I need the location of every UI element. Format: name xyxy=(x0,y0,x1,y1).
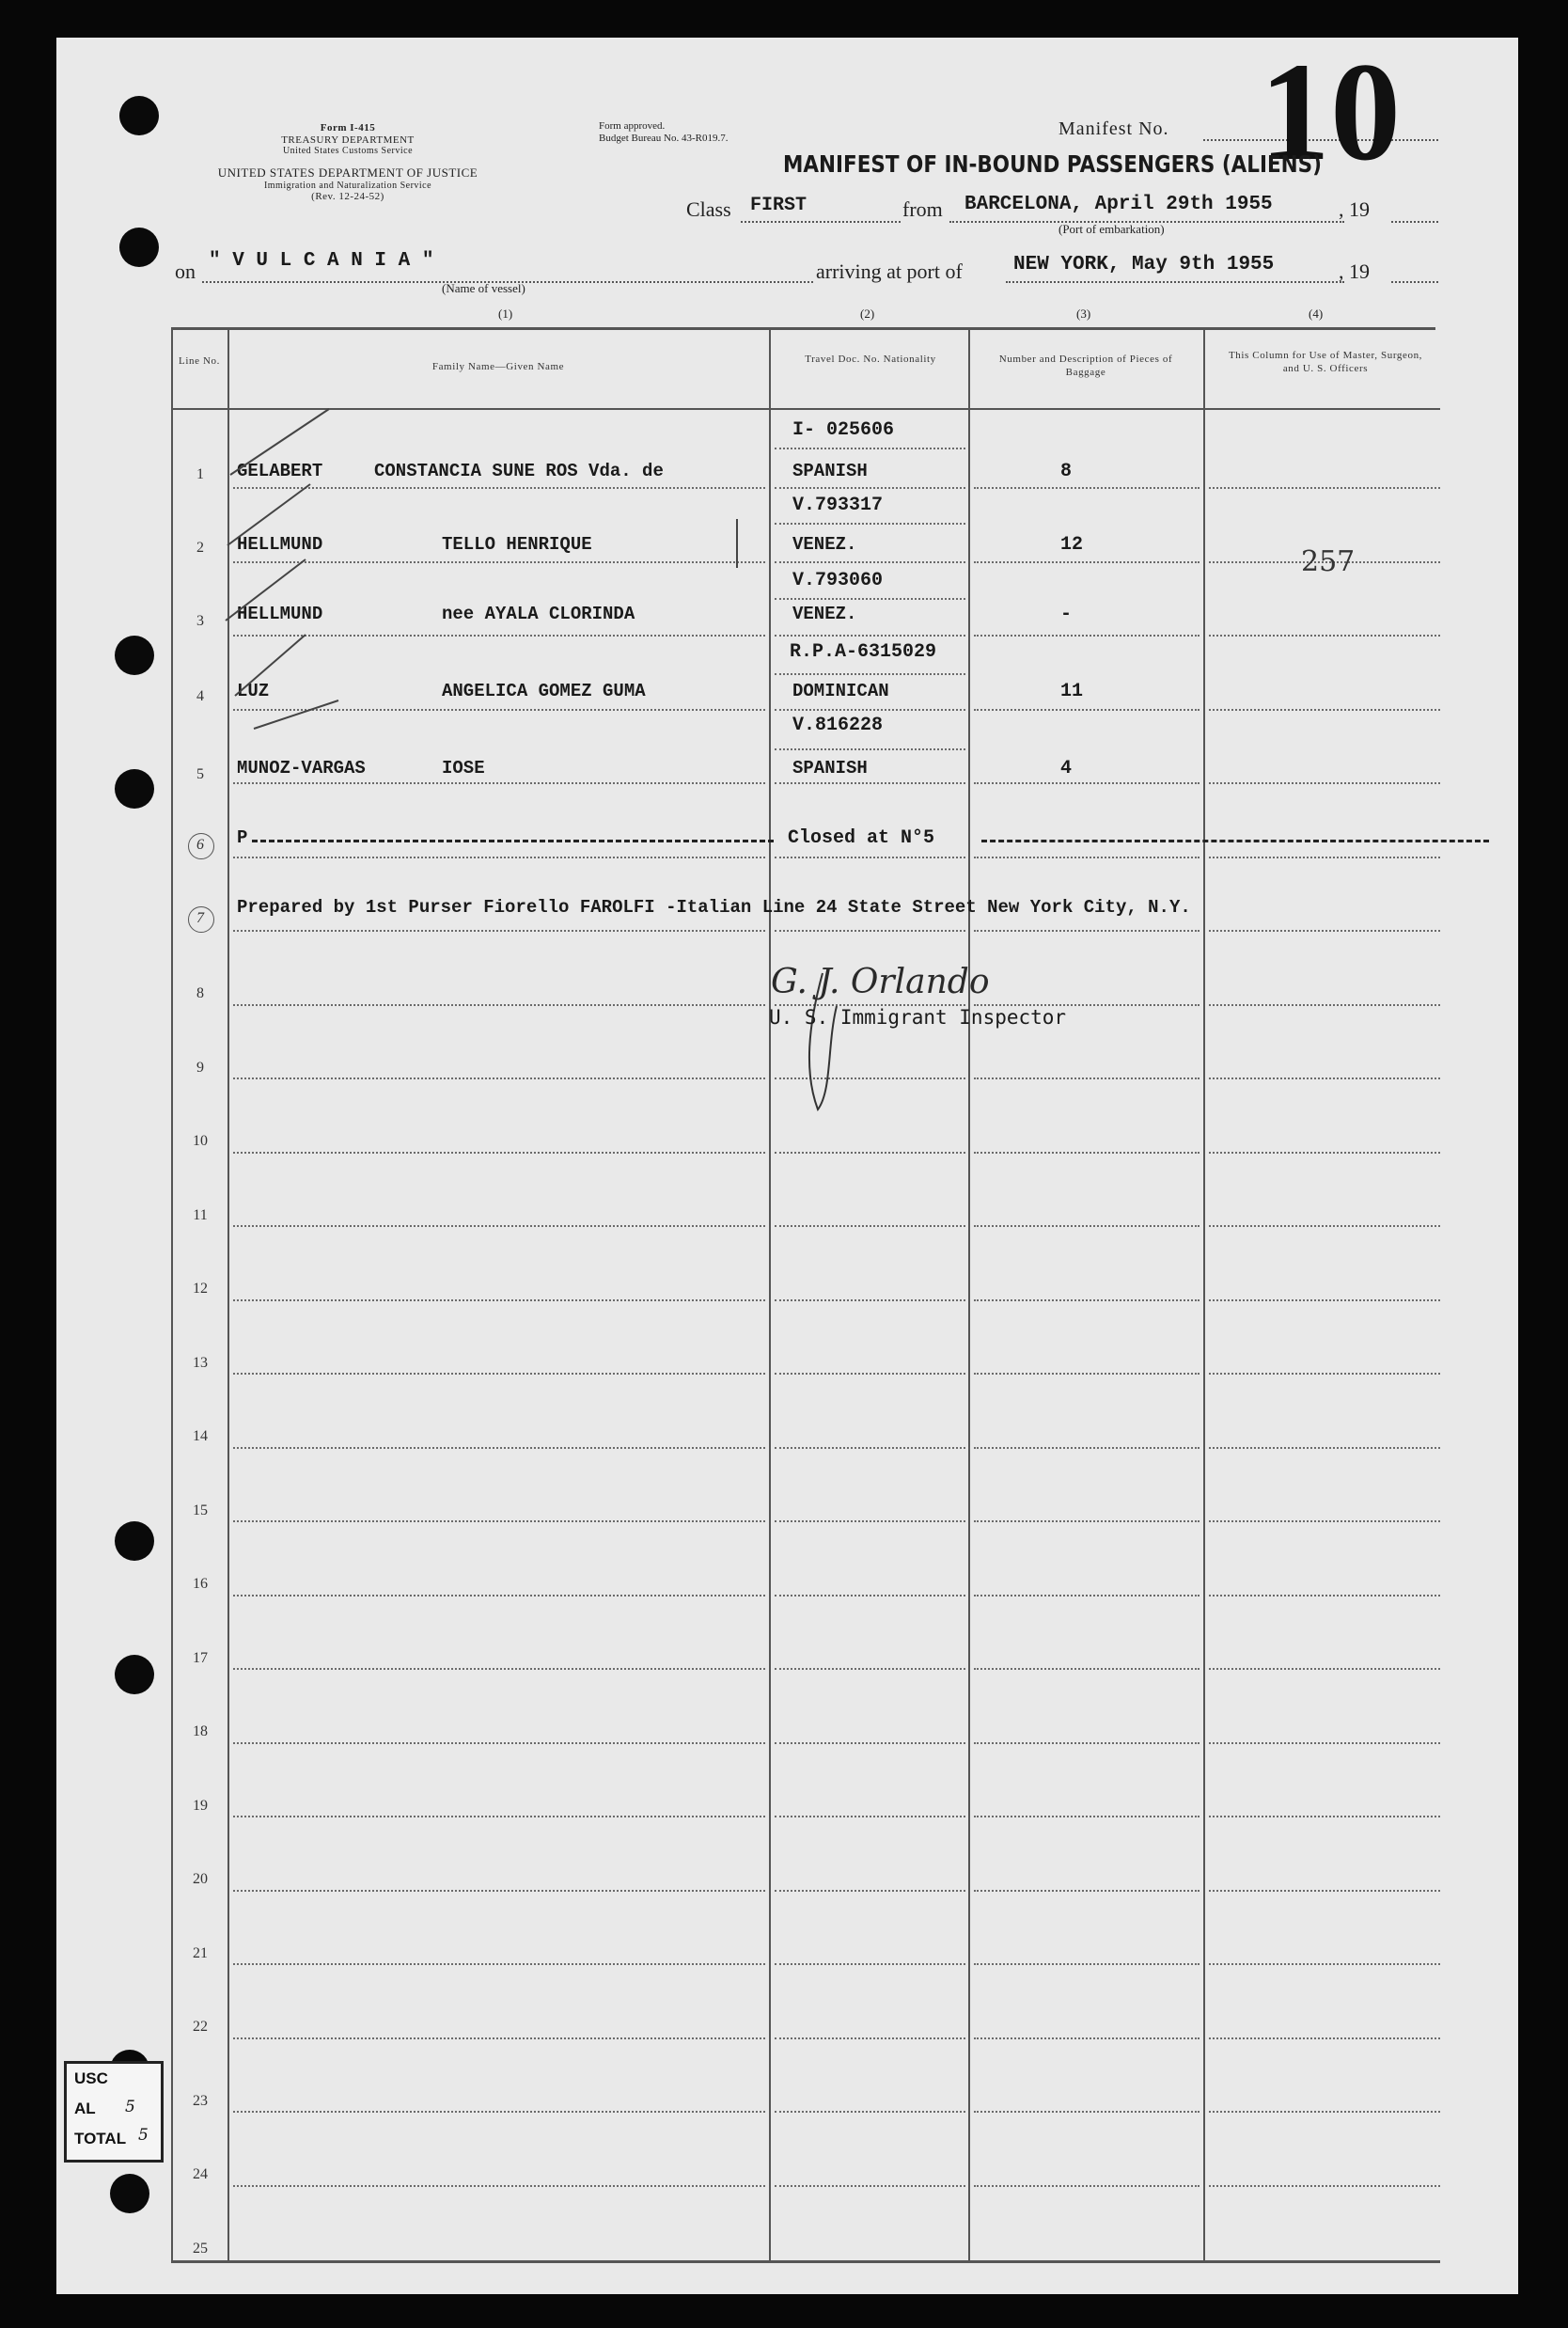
row-number: 13 xyxy=(193,1355,208,1371)
row-separator xyxy=(233,782,765,784)
inspector-caption: U. S. Immigrant Inspector xyxy=(769,1006,1067,1029)
row-number: 18 xyxy=(193,1723,208,1739)
vessel-label: (Name of vessel) xyxy=(442,281,525,295)
stamp-al-value: 5 xyxy=(125,2098,135,2116)
row-separator xyxy=(974,1225,1200,1227)
year-suffix: , 19 xyxy=(1339,260,1370,283)
row-number: 3 xyxy=(196,613,204,629)
row-separator xyxy=(775,2111,965,2113)
binder-hole xyxy=(115,769,154,809)
budget-bureau: Budget Bureau No. 43-R019.7. xyxy=(599,132,729,144)
row-number: 12 xyxy=(193,1281,208,1297)
row-number: 20 xyxy=(193,1871,208,1887)
row-separator xyxy=(775,635,965,637)
row-number: 14 xyxy=(193,1428,208,1444)
row-separator xyxy=(1209,487,1440,489)
row-separator xyxy=(775,523,965,525)
column-divider xyxy=(769,329,771,2262)
row-separator xyxy=(775,748,965,750)
passenger-given-name: TELLO HENRIQUE xyxy=(442,534,592,555)
column-number: (4) xyxy=(1309,307,1324,321)
row-number: 22 xyxy=(193,2019,208,2035)
row-separator xyxy=(974,2037,1200,2039)
department-of-justice: UNITED STATES DEPARTMENT OF JUSTICE xyxy=(217,165,478,180)
binder-hole xyxy=(115,636,154,675)
travel-doc-number: R.P.A-6315029 xyxy=(790,641,937,663)
baggage-count: - xyxy=(1060,604,1073,625)
row-separator xyxy=(974,561,1200,563)
binder-hole xyxy=(115,1655,154,1694)
row-separator xyxy=(974,1447,1200,1449)
column-number: (2) xyxy=(860,307,875,321)
row-separator xyxy=(974,635,1200,637)
row-separator xyxy=(974,487,1200,489)
row-separator xyxy=(775,1890,965,1892)
row-separator xyxy=(974,1520,1200,1522)
row-separator xyxy=(1209,1816,1440,1817)
row-separator xyxy=(233,1373,765,1375)
row-separator xyxy=(775,1816,965,1817)
row-separator xyxy=(974,857,1200,858)
row-separator xyxy=(233,1816,765,1817)
row-separator xyxy=(775,1742,965,1744)
row-separator xyxy=(233,2185,765,2187)
row-separator xyxy=(775,1520,965,1522)
binder-hole xyxy=(119,228,159,267)
row-separator xyxy=(974,1077,1200,1079)
row-separator xyxy=(974,1152,1200,1154)
column-header-officers: This Column for Use of Master, Surgeon, and U. S. Officers xyxy=(1228,350,1423,374)
row-separator xyxy=(775,1299,965,1301)
row-number: 11 xyxy=(193,1207,208,1223)
row-separator xyxy=(1209,1595,1440,1597)
row-separator xyxy=(233,2111,765,2113)
binder-hole xyxy=(115,1521,154,1561)
row6-lead: P xyxy=(237,827,248,848)
column-number: (3) xyxy=(1076,307,1091,321)
row-separator xyxy=(775,1373,965,1375)
row-separator xyxy=(1209,2185,1440,2187)
row-separator xyxy=(775,2185,965,2187)
travel-doc-number: I- 025606 xyxy=(792,419,895,441)
row-number: 5 xyxy=(196,766,204,782)
row-number: 24 xyxy=(193,2166,208,2182)
passenger-family-name: LUZ xyxy=(237,681,270,701)
form-approved: Form approved. xyxy=(599,120,666,132)
row-separator xyxy=(233,2037,765,2039)
passenger-family-name: GELABERT xyxy=(237,461,323,481)
class-label: Class xyxy=(686,197,731,221)
row-separator xyxy=(974,930,1200,932)
class-line xyxy=(741,221,901,223)
row-separator xyxy=(775,598,965,600)
row-separator xyxy=(775,487,965,489)
treasury-department: TREASURY DEPARTMENT xyxy=(281,134,415,146)
row-separator xyxy=(233,1152,765,1154)
column-divider xyxy=(968,329,970,2262)
column-header-baggage: Number and Description of Pieces of Baggage xyxy=(998,354,1173,378)
prepared-by-note: Prepared by 1st Purser Fiorello FAROLFI -Italian Line 24 State Street New York City, N.Y. xyxy=(237,897,1191,918)
row-separator xyxy=(775,857,965,858)
inspector-signature: G. J. Orlando xyxy=(771,963,990,1001)
row-separator xyxy=(775,2037,965,2039)
row-number: 2 xyxy=(196,540,204,556)
row-separator xyxy=(233,1004,765,1006)
row-separator xyxy=(233,1890,765,1892)
row-separator xyxy=(233,1225,765,1227)
row-number: 6 xyxy=(196,837,204,853)
row-separator xyxy=(1209,1447,1440,1449)
travel-doc-number: V.793060 xyxy=(792,570,884,591)
nationality: VENEZ. xyxy=(792,604,857,624)
travel-doc-number: V.816228 xyxy=(792,715,884,736)
row-separator xyxy=(1209,1890,1440,1892)
row-separator xyxy=(1209,1742,1440,1744)
row-separator xyxy=(1209,1668,1440,1670)
row-separator xyxy=(233,1595,765,1597)
row-separator xyxy=(775,930,965,932)
row-separator xyxy=(1209,635,1440,637)
row-number: 21 xyxy=(193,1945,208,1961)
row-separator xyxy=(233,1299,765,1301)
row-separator xyxy=(974,1668,1200,1670)
row-separator xyxy=(974,1373,1200,1375)
nationality: DOMINICAN xyxy=(792,681,889,701)
row-separator xyxy=(1209,2111,1440,2113)
row-number: 1 xyxy=(196,466,204,482)
row-separator xyxy=(1209,1963,1440,1965)
passenger-given-name: IOSE xyxy=(442,758,485,779)
check-mark xyxy=(235,635,306,696)
row-separator xyxy=(974,1963,1200,1965)
row-number: 16 xyxy=(193,1576,208,1592)
row-separator xyxy=(233,1742,765,1744)
baggage-count: 11 xyxy=(1060,681,1084,702)
row-separator xyxy=(1209,782,1440,784)
row-separator xyxy=(1209,857,1440,858)
year-line xyxy=(1391,221,1438,223)
row-separator xyxy=(974,1299,1200,1301)
row-separator xyxy=(775,1963,965,1965)
row-separator xyxy=(974,2111,1200,2113)
row-separator xyxy=(1209,1077,1440,1079)
ins-label: Immigration and Naturalization Service xyxy=(263,180,432,191)
row-separator xyxy=(1209,1152,1440,1154)
row-separator xyxy=(233,930,765,932)
stamp-total-value: 5 xyxy=(138,2126,149,2145)
row-separator xyxy=(233,1077,765,1079)
usc-stamp xyxy=(64,2061,164,2163)
row-separator xyxy=(1209,2037,1440,2039)
row-separator xyxy=(233,857,765,858)
year-line xyxy=(1391,281,1438,283)
passenger-family-name: HELLMUND xyxy=(237,534,323,555)
column-header-line-no: Line No. xyxy=(179,355,220,367)
check-marks xyxy=(216,395,498,752)
port-of-arrival: NEW YORK, May 9th 1955 xyxy=(1013,254,1275,275)
passenger-given-name: CONSTANCIA SUNE ROS Vda. de xyxy=(374,461,664,481)
travel-doc-number: V.793317 xyxy=(792,495,884,516)
row-separator xyxy=(1209,1004,1440,1006)
year-suffix: , 19 xyxy=(1339,197,1370,221)
row-separator xyxy=(775,448,965,449)
column-header-name: Family Name—Given Name xyxy=(431,361,565,372)
manifest-page xyxy=(56,34,1518,2294)
stamp-usc: USC xyxy=(74,2069,108,2087)
row-separator xyxy=(974,709,1200,711)
customs-service: United States Customs Service xyxy=(282,146,414,157)
column-header-travel-doc: Travel Doc. No. Nationality xyxy=(805,354,936,365)
manifest-no-value: 10 xyxy=(1260,34,1401,190)
closing-dash-line xyxy=(252,840,774,842)
class-value: FIRST xyxy=(750,195,808,216)
nationality: VENEZ. xyxy=(792,534,857,555)
passenger-family-name: HELLMUND xyxy=(237,604,323,624)
row-separator xyxy=(775,1447,965,1449)
vessel-name: " V U L C A N I A " xyxy=(209,250,434,272)
table-left-border xyxy=(171,327,173,2262)
passenger-family-name: MUNOZ-VARGAS xyxy=(237,758,366,779)
check-mark xyxy=(226,559,306,621)
table-bottom-border xyxy=(171,2260,1440,2263)
nationality: SPANISH xyxy=(792,758,868,779)
row-number: 15 xyxy=(193,1502,208,1518)
row-separator xyxy=(775,1152,965,1154)
row-separator xyxy=(1209,930,1440,932)
check-mark xyxy=(227,484,310,545)
check-mark xyxy=(230,409,329,475)
baggage-count: 8 xyxy=(1060,461,1073,482)
port-of-embarkation: BARCELONA, April 29th 1955 xyxy=(964,194,1273,215)
row-separator xyxy=(775,1668,965,1670)
row-number: 23 xyxy=(193,2093,208,2109)
on-label: on xyxy=(175,260,196,283)
row-separator xyxy=(974,1816,1200,1817)
arriving-line xyxy=(1006,281,1344,283)
baggage-count: 12 xyxy=(1060,534,1084,556)
stamp-al-label: AL xyxy=(74,2100,96,2117)
row-separator xyxy=(775,709,965,711)
row-separator xyxy=(775,782,965,784)
binder-hole xyxy=(119,96,159,135)
row-separator xyxy=(974,1890,1200,1892)
row-separator xyxy=(1209,709,1440,711)
row-separator xyxy=(974,2185,1200,2187)
row-separator xyxy=(233,1963,765,1965)
revision: (Rev. 12-24-52) xyxy=(311,191,384,203)
form-number: Form I-415 xyxy=(320,122,376,134)
row-separator xyxy=(775,1595,965,1597)
passenger-given-name: nee AYALA CLORINDA xyxy=(442,604,635,624)
row-separator xyxy=(775,561,965,563)
row-number: 10 xyxy=(193,1133,208,1149)
row-separator xyxy=(1209,1520,1440,1522)
row-separator xyxy=(1209,1299,1440,1301)
row-number: 19 xyxy=(193,1798,208,1814)
from-label: from xyxy=(902,197,943,221)
row-separator xyxy=(1209,1373,1440,1375)
column-divider xyxy=(1203,329,1205,2262)
row-separator xyxy=(974,1595,1200,1597)
row-number: 17 xyxy=(193,1650,208,1666)
row-separator xyxy=(974,782,1200,784)
row-separator xyxy=(233,1668,765,1670)
row-separator xyxy=(1209,1225,1440,1227)
row-separator xyxy=(233,1520,765,1522)
row-number: 7 xyxy=(196,910,204,926)
passenger-given-name: ANGELICA GOMEZ GUMA xyxy=(442,681,646,701)
arriving-label: arriving at port of xyxy=(816,260,963,283)
closed-at-note: Closed at N°5 xyxy=(788,827,935,849)
row-number: 8 xyxy=(196,985,204,1001)
row-separator xyxy=(233,1447,765,1449)
row-number: 4 xyxy=(196,688,204,704)
closing-dash-line xyxy=(981,840,1489,842)
approval-info xyxy=(599,120,728,144)
check-mark xyxy=(254,700,338,729)
column-number: (1) xyxy=(498,307,513,321)
port-of-embarkation-label: (Port of embarkation) xyxy=(1058,222,1165,236)
stamp-total-label: TOTAL xyxy=(74,2130,127,2147)
binder-hole xyxy=(110,2174,149,2213)
row-number: 9 xyxy=(196,1060,204,1076)
nationality: SPANISH xyxy=(792,461,868,481)
baggage-count: 4 xyxy=(1060,758,1073,779)
signature-flourish xyxy=(799,968,855,1119)
manifest-title: MANIFEST OF IN-BOUND PASSENGERS (ALIENS) xyxy=(783,150,1322,178)
row-number: 25 xyxy=(193,2241,208,2257)
officer-note: 257 xyxy=(1301,545,1356,578)
row-separator xyxy=(775,673,965,675)
form-info xyxy=(169,122,526,203)
row-separator xyxy=(974,1742,1200,1744)
manifest-no-label: Manifest No. xyxy=(1058,118,1169,139)
row-separator xyxy=(775,1225,965,1227)
hand-mark xyxy=(736,519,738,568)
table-top-border xyxy=(171,327,1435,330)
